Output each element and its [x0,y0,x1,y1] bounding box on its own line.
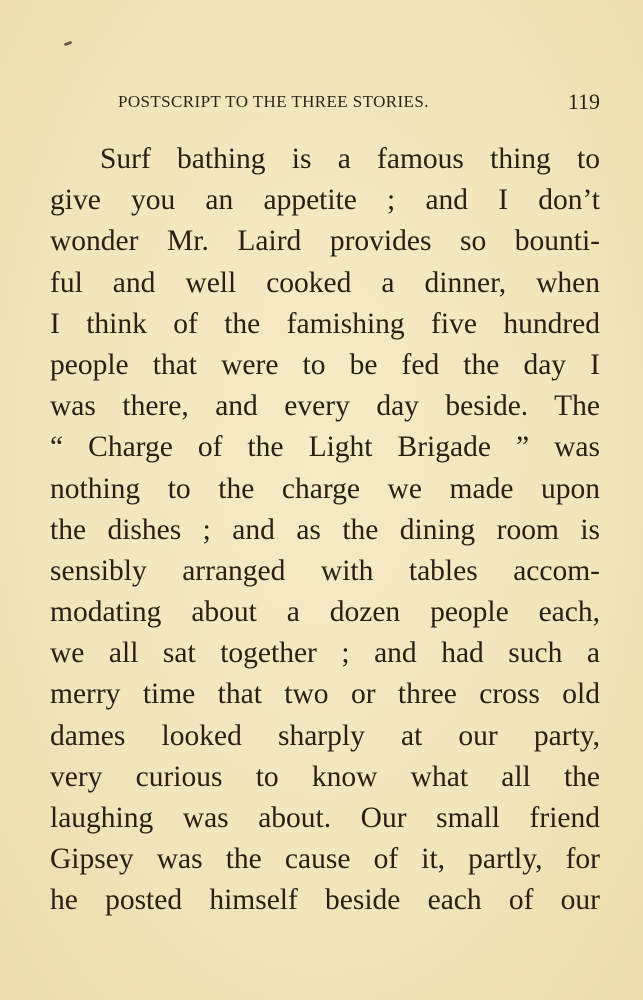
text-line: people that were to be fed the day I [50,348,600,381]
text-line: laughing was about. Our small friend [50,802,600,834]
text-line: ful and well cooked a dinner, when [50,266,600,299]
text-line: merry time that two or three cross old [50,678,600,711]
text-line: “ Charge of the Light Brigade ” was [50,431,600,464]
body-text [50,139,600,922]
text-line: dames looked sharply at our party, [50,719,600,752]
text-line: modating about a dozen people each, [50,596,600,629]
text-line: sensibly arranged with tables accom- [50,554,600,587]
text-line: the dishes ; and as the dining room is [50,513,600,546]
text-line: Gipsey was the cause of it, partly, for [50,843,600,876]
page-header [118,90,602,120]
text-line: was there, and every day beside. The [50,390,600,423]
ink-speck [64,41,73,47]
text-line: give you an appetite ; and I don’t [50,184,600,217]
text-line: we all sat together ; and had such a [50,637,600,670]
running-title: POSTSCRIPT TO THE THREE STORIES. [118,92,429,111]
text-line: Surf bathing is a famous thing to [100,143,600,175]
text-line: nothing to the charge we made upon [50,472,600,505]
text-line: very curious to know what all the [50,760,600,793]
page-number: 119 [567,89,600,114]
text-line: I think of the famishing five hundred [50,307,600,340]
text-line: he posted himself beside each of our [50,884,600,917]
text-line: wonder Mr. Laird provides so bounti- [50,225,600,258]
